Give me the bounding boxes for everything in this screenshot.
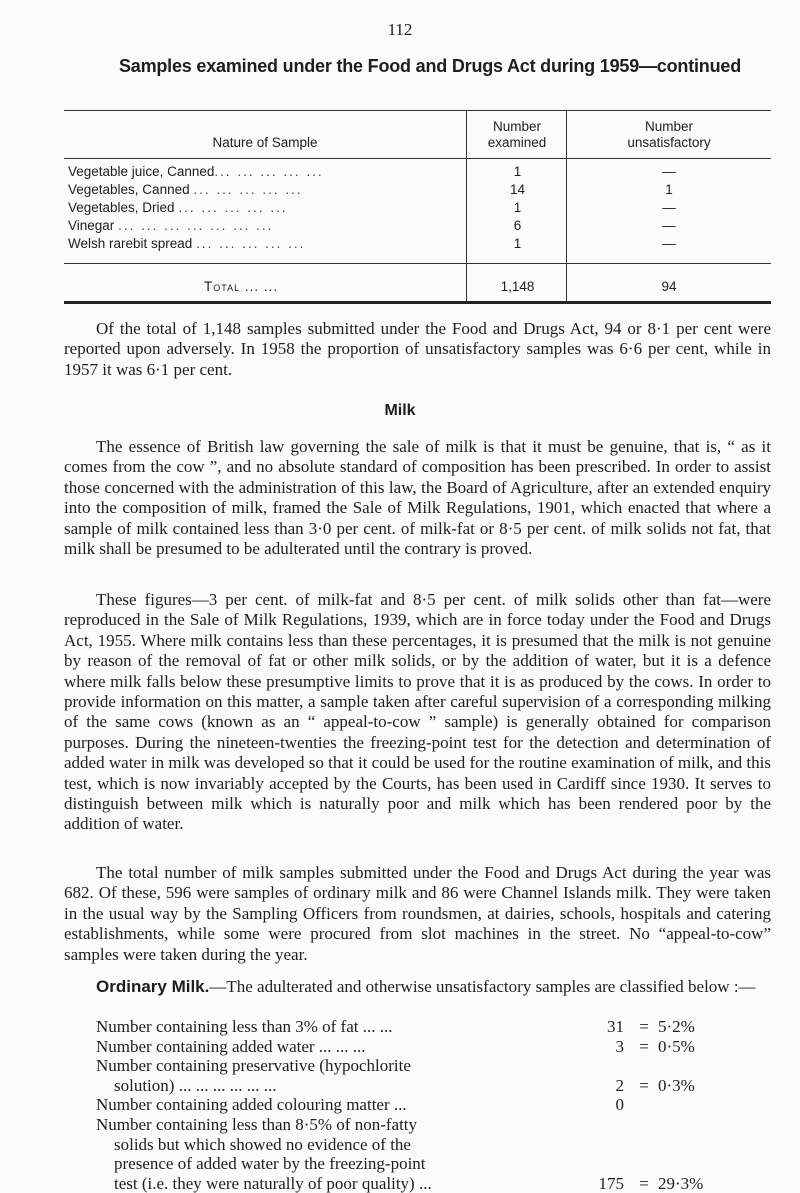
leader-dots: ... ... ... ... ... [196,236,306,251]
table-row [64,164,771,182]
leader-dots: ... ... ... ... ... [193,182,303,197]
item-equals: = [639,1036,649,1056]
total-label: Total [204,279,241,294]
section-heading: Samples examined under the Food and Drugs Act during 1959—continued [118,56,742,76]
paragraph-milk-law: The essence of British law governing the sale of milk is that it must be genuine, that is, “ as it comes from the cow ”, and no absolute standard of composition has been prescribed. In order to assist those concerned with the administration of this law, the Board of Agriculture, after an extended enquiry into the composition of milk, framed the Sale of Milk Regulations, 1901, which enacted that where a sample of milk contained less than 3·0 per cent. of milk-fat or 8·5 per cent. of milk solids not fat, that milk shall be presumed to be adulterated until the contrary is proved. [64,437,771,559]
total-rule [64,263,771,264]
item-text: test (i.e. they were naturally of poor quality) ... [114,1173,432,1193]
paragraph-total: Of the total of 1,148 samples submitted under the Food and Drugs Act, 94 or 8·1 per cent were reported upon adversely. In 1958 the proportion of unsatisfactory samples was 6·6 per cent, while in 1957 it was 6·1 per cent. [64,319,771,379]
ordinary-milk-lead: Ordinary Milk. [96,977,210,996]
leader-dots: ... ... ... ... ... [178,200,288,215]
table-row [64,218,771,236]
item-percent: 0·5% [658,1036,695,1056]
item-count: 0 [615,1095,624,1115]
item-count: 175 [598,1173,624,1193]
row-examined: 1 [513,200,522,215]
item-count: 3 [615,1036,624,1056]
item-percent: 0·3% [658,1075,695,1095]
list-item-continued [96,1174,776,1193]
item-equals: = [639,1173,649,1193]
row-name: Vegetable juice, Canned [68,164,215,179]
item-equals: = [639,1017,649,1036]
total-examined: 1,148 [500,279,535,294]
list-item-continued [96,1154,776,1174]
leader-dots: ... ... ... ... ... ... ... [118,218,274,233]
item-percent: 5·2% [658,1017,695,1036]
list-item [96,1037,776,1057]
list-item [96,1095,776,1115]
header-nature: Nature of Sample [212,135,318,150]
row-name: Vinegar [68,218,115,233]
table-row [64,182,771,200]
row-examined: 1 [513,236,522,251]
header-examined: Number examined [487,119,547,150]
list-item-continued [96,1135,776,1155]
list-item-continued [96,1076,776,1096]
item-text: Number containing added colouring matter ... [96,1095,407,1115]
item-text: Number containing less than 8·5% of non-fatty [96,1114,418,1134]
item-text: Number containing added water ... ... ... [96,1036,366,1056]
list-item [96,1056,776,1076]
leader-dots: ... ... [244,279,279,294]
item-text: solution) ... ... ... ... ... ... [114,1075,277,1095]
classification-list [96,1017,776,1193]
ordinary-milk-text: —The adulterated and otherwise unsatisfactory samples are classified below :— [209,977,756,996]
row-unsatisfactory: 1 [665,182,673,197]
row-unsatisfactory: — [662,236,676,251]
page-number: 112 [387,20,413,39]
table-row [64,200,771,218]
header-unsatisfactory: Number unsatisfactory [627,119,711,150]
row-unsatisfactory: — [662,218,676,233]
item-equals: = [639,1075,649,1095]
samples-table [64,110,771,304]
row-unsatisfactory: — [662,200,676,215]
item-text: Number containing preservative (hypochlorite [96,1056,411,1076]
header-rule [64,158,771,159]
item-percent: 29·3% [658,1173,704,1193]
row-examined: 1 [513,164,522,179]
table-row [64,236,771,254]
item-text: presence of added water by the freezing-point [114,1154,426,1174]
leader-dots: ... ... ... ... ... [214,164,324,179]
milk-heading: Milk [384,402,416,419]
list-item [96,1115,776,1135]
item-count: 2 [615,1075,624,1095]
paragraph-milk-samples: The total number of milk samples submitted under the Food and Drugs Act during the year was 682. Of these, 596 were samples of ordinary milk and 86 were Channel Islands milk. They were taken in the usual way by the Sampling Officers from roundsmen, at dairies, schools, hospitals and catering establishments, while some were procured from slot machines in the street. No “appeal-to-cow” samples were taken during the year. [64,863,771,964]
list-item [96,1017,776,1037]
row-name: Vegetables, Canned [68,182,190,197]
item-count: 31 [607,1017,624,1036]
paragraph-ordinary-milk [64,977,771,997]
row-name: Vegetables, Dried [68,200,175,215]
item-text: solids but which showed no evidence of the [114,1134,411,1154]
row-examined: 14 [509,182,526,197]
row-examined: 6 [513,218,522,233]
item-text: Number containing less than 3% of fat ... ... [96,1017,393,1036]
row-unsatisfactory: — [662,164,676,179]
total-unsatisfactory: 94 [661,279,677,294]
paragraph-milk-figures: These figures—3 per cent. of milk-fat and 8·5 per cent. of milk solids other than fat—were reproduced in the Sale of Milk Regulations, 1939, which are in force today under the Food and Drugs Act, 1955. Where milk contains less than these percentages, it is presumed that the milk is not genuine by reason of the removal of fat or other milk solids, or by the addition of water, but it is a defence where milk falls below these presumptive limits to prove that it is as produced by the cows. In order to provide information on this matter, a sample taken after careful supervision of a corresponding milking of the same cows (known as an “ appeal-to-cow ” sample) is generally obtained for comparison purposes. During the nineteen-twenties the freezing-point test for the detection and determination of added water in milk was developed so that it could be used for the routine examination of milk, and this test, which is now invariably accepted by the Courts, has been used in Cardiff since 1930. It serves to distinguish between milk which is naturally poor and milk which has been rendered poor by the addition of water. [64,590,771,834]
row-name: Welsh rarebit spread [68,236,193,251]
